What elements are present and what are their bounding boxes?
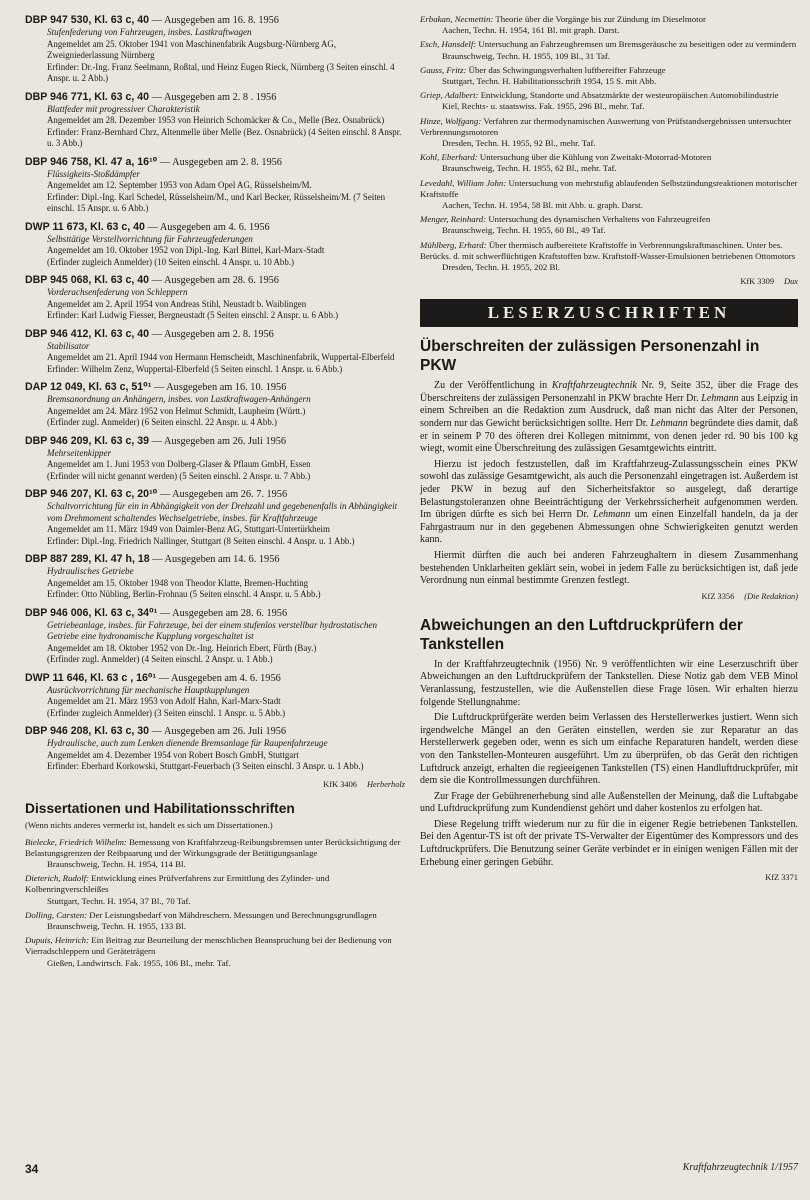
- diss-list-left: [25, 837, 405, 969]
- patent-line: Erfinder: Dipl.-Ing. Friedrich Nallinger, Stuttgart (8 Seiten einschl. 4 Anspr. u. 1 Abb.): [47, 535, 355, 546]
- diss-place: Kiel, Rechts- u. staatswiss. Fak. 1955, 296 Bl., mehr. Taf.: [442, 101, 645, 112]
- diss-place: Braunschweig, Techn. H. 1955, 133 Bl.: [47, 920, 186, 931]
- text-run-italic: Kraftfahrzeugtechnik: [551, 380, 637, 392]
- article2-paragraph-3: Zur Frage der Gebührenerhebung sind alle Außenstellen der Meinung, daß die Luftabgabe und Luftdruckprüfung zum Kundendienst gehört und daher kostenlos zu erfolgen hat.: [420, 790, 798, 815]
- diss-title: Untersuchung von mehrstufig ablaufenden Selbstzündungsreaktionen motorischer Kraftstoffe: [420, 177, 798, 199]
- patent-entry: [25, 672, 405, 720]
- diss-title: Bemessung von Kraftfahrzeug-Reibungsbremsen unter Berücksichtigung der Belastungsgrenzen der Reibpaarung und der Wirkungsgrade der Betätigungsanlage: [25, 836, 401, 858]
- patent-list: [25, 14, 405, 773]
- patent-line: Angemeldet am 2. April 1954 von Andreas Stihl, Neustadt b. Waiblingen: [47, 298, 307, 309]
- patent-id: DBP 947 530, Kl. 63 c, 40: [25, 14, 150, 26]
- diss-title: Der Leistungsbedarf von Mähdreschern. Messungen und Berechnungsgrundlagen: [89, 909, 377, 920]
- article2-signature: [420, 872, 798, 883]
- patent-line: Angemeldet am 12. September 1953 von Adam Opel AG, Rüsselsheim/M.: [47, 180, 312, 190]
- diss-place: Braunschweig, Techn. H. 1955, 109 Bl., 31 Taf.: [442, 50, 611, 61]
- patent-id: DWP 11 673, Kl. 63 c, 40: [25, 220, 145, 233]
- text-run: Nr. 9, Seite 352, über die Frage des Überschreitens der zulässigen Personenzahl in PKW brachte Herr Dr.: [420, 380, 798, 404]
- patent-issued: — Ausgegeben am 4. 6. 1956: [147, 221, 270, 233]
- patent-line: (Erfinder zugleich Anmelder) (3 Seiten einschl. 1 Anspr. u. 5 Abb.): [47, 707, 286, 718]
- diss-author: Bielecke, Friedrich Wilhelm:: [25, 836, 127, 847]
- diss-author: Dupuis, Heinrich:: [25, 935, 90, 946]
- dissertation-item: [420, 178, 798, 212]
- patent-issued: — Ausgegeben am 26. Juli 1956: [151, 726, 287, 737]
- patent-line: Erfinder: Karl Ludwig Fiesser, Bergneustadt (5 Seiten einschl. 2 Anspr. u. 6 Abb.): [47, 310, 339, 320]
- patent-title: Hydraulisches Getriebe: [47, 566, 134, 576]
- diss-author: Hinze, Wolfgang:: [420, 115, 482, 126]
- article1-paragraph-3: Hiermit dürften die auch bei anderen Fahrzeughaltern in diesem Zusammenhang bestehenden Unklarheiten geklärt sein, wobei in jedem Falle zu berücksichtigen ist, daß jede Verordnung nun einmal bestimmte Grenzen festlegt.: [420, 549, 798, 587]
- patent-header: [25, 607, 405, 620]
- patent-entry: [25, 14, 405, 85]
- patent-issued: — Ausgegeben am 26. Juli 1956: [151, 435, 287, 447]
- diss-author: Dolling, Carsten:: [25, 909, 88, 920]
- dissertation-item: [420, 152, 798, 174]
- article2-paragraph-1: In der Kraftfahrzeugtechnik (1956) Nr. 9 veröffentlichten wir eine Leserzuschrift über Abweichungen an den Luftdruckprüfern der Tankstellen. Diese Notiz gab dem VEB Minol Veranlassung, festzustellen, wie die Außenstellen diese Frage lösen. Wir erhalten hierzu folgende Stellungnahme:: [420, 658, 798, 708]
- patent-title: Flüssigkeits-Stoßdämpfer: [47, 168, 140, 179]
- section-banner: LESERZUSCHRIFTEN: [420, 299, 798, 327]
- diss-title: Über das Schwingungsverhalten luftbereifter Fahrzeuge: [468, 64, 666, 75]
- patent-header: [25, 274, 405, 287]
- diss-list-right: [420, 14, 798, 273]
- patent-line: (Erfinder zugl. Anmelder) (6 Seiten einschl. 22 Anspr. u. 4 Abb.): [47, 417, 277, 427]
- diss-signature: [420, 276, 798, 287]
- patent-entry: [25, 607, 405, 666]
- patent-id: DBP 887 289, Kl. 47 h, 18: [25, 553, 150, 565]
- article1-paragraph-1: [420, 380, 798, 456]
- patent-line: Angemeldet am 21. März 1953 von Adolf Hahn, Karl-Marx-Stadt: [47, 696, 281, 706]
- dissertation-item: [25, 935, 405, 969]
- patent-line: Angemeldet am 24. März 1952 von Helmut Schmidt, Laupheim (Württ.): [47, 405, 306, 416]
- patent-entry: [25, 381, 405, 429]
- diss-title: Untersuchung des dynamischen Verhaltens von Fahrzeugreifen: [488, 214, 711, 225]
- patent-entry: [25, 221, 405, 269]
- patent-header: [25, 221, 405, 234]
- patent-header: [25, 328, 405, 341]
- diss-place: Dresden, Techn. H. 1955, 202 Bl.: [442, 262, 560, 273]
- patent-line: Erfinder: Otto Nübling, Berlin-Frohnau (5 Seiten einschl. 4 Anspr. u. 5 Abb.): [47, 589, 321, 599]
- patent-header: [25, 553, 405, 566]
- patent-issued: — Ausgegeben am 16. 8. 1956: [151, 15, 279, 26]
- diss-title: Untersuchung über die Kühlung von Zweitakt-Motorrad-Motoren: [479, 152, 712, 163]
- patent-header: [25, 435, 405, 448]
- patent-line: Angemeldet am 1. Juni 1953 von Dolberg-Glaser & Pflaum GmbH, Essen: [47, 459, 311, 469]
- diss-author: Griep, Adalbert:: [420, 90, 479, 101]
- patent-title: Blattfeder mit progressiver Charakteristik: [47, 103, 200, 114]
- article2-paragraph-2: Die Luftdruckprüfgeräte werden beim Verlassen des Herstellerwerkes justiert. Wenn sich irgendwelche Mängel an den Geräten einstellen, werden sie zur Reparatur an das Herstellerwerk gegeben oder, wenn es sich um einfache Reparaturen handelt, werden diese von den Tankstellen-Monteuren ausgeführt. Um zu überprüfen, ob das Gerät den richtigen Luftdruck anzeigt, erhalten die regieeigenen Tankstellen (TS) einen Handluftdruckprüfer, mit dem sie die Kontrollmessungen durchführen.: [420, 712, 798, 787]
- patent-entry: [25, 156, 405, 215]
- dissertation-item: [420, 39, 798, 61]
- patent-sig-code: KfK 3406: [323, 779, 357, 789]
- patent-line: Erfinder: Dr.-Ing. Franz Seelmann, Roßtal, und Heinz Eugen Rieck, Nürnberg (3 Seiten einschl. 4 Anspr. u. 2 Abb.): [47, 61, 395, 83]
- dissertation-item: [420, 65, 798, 87]
- diss-title: Ein Beitrag zur Beurteilung der menschlichen Beanspruchung bei der Bedienung von Vierradschleppern und Geräteträgern: [25, 935, 392, 957]
- text-run: begründete dies damit, daß er in seinem P 70 des öfteren drei Kollegen mitnimmt, von denen jeder rd. 90 bis 100 kg wiegt, womit eine Überschreitung des zulässigen Gesamtgewichts eintritt.: [420, 418, 798, 455]
- diss-place: Braunschweig, Techn. H. 1955, 60 Bl., 49 Taf.: [442, 225, 606, 236]
- article1-title: Überschreiten der zulässigen Personenzahl in PKW: [420, 338, 760, 375]
- diss-author: Levedahl, William John:: [420, 177, 507, 188]
- diss-author: Gauss, Fritz:: [420, 64, 467, 75]
- article1-sig-code: KfZ 3356: [701, 591, 735, 601]
- patent-line: Erfinder: Eberhard Korkowski, Stuttgart-Feuerbach (3 Seiten einschl. 3 Anspr. u. 1 Abb.): [47, 761, 364, 771]
- diss-place: Stuttgart, Techn. H. 1954, 37 Bl., 70 Taf.: [47, 895, 191, 906]
- patent-line: Erfinder: Franz-Bernhard Chrz, Altenmelle über Melle (Bez. Osnabrück) (4 Seiten einschl. 8 Anspr. u. 3 Abb.): [47, 126, 402, 148]
- diss-title: Theorie über die Vorgänge bis zur Zündung im Dieselmotor: [495, 14, 706, 24]
- patent-issued: — Ausgegeben am 16. 10. 1956: [153, 382, 287, 393]
- text-run-italic: Lehmann: [701, 392, 739, 404]
- diss-title: Über thermisch aufbereitete Kraftstoffe in Verbrennungskraftmaschinen. Unter bes. Berücks. d. mit schwerflüchtigen Kraftstoffen bzw. Kraftstoff-Wasser-Emulsionen betriebenen Ottomotors: [420, 239, 796, 261]
- diss-author: Kohl, Eberhard:: [420, 152, 478, 163]
- patent-title: Vorderachsenfederung von Schleppern: [47, 287, 188, 297]
- patent-sig-author: Herberholz: [367, 779, 405, 789]
- article2-paragraph-4: Diese Regelung trifft wiederum nur zu für die in eigener Regie betriebenen Tankstellen. Bei den Agentur-TS ist oft der private TS-Verwalter der Eigentümer des Kompressors und des Luftdruckprüfers. Die Benutzung seiner Geräte verbindet er in einigen wenigen Fällen mit der Erhebung einer geringen Gebühr.: [420, 818, 798, 868]
- patent-title: Selbsttätige Verstellvorrichtung für Fahrzeugfederungen: [47, 233, 253, 244]
- diss-title: Untersuchung an Fahrzeugbremsen um Bremsgeräusche zu beseitigen oder zu vermindern: [478, 39, 797, 50]
- patent-title: Schaltvorrichtung für ein in Abhängigkeit von der Drehzahl und gegebenenfalls in Abhängigkeit vom Drehmoment schaltendes Wechselgetriebe, insbes. für Kraftfahrzeuge: [47, 501, 398, 523]
- patent-id: DBP 945 068, Kl. 63 c, 40: [25, 274, 150, 286]
- patent-entry: [25, 553, 405, 601]
- patent-header: [25, 672, 405, 685]
- patent-line: Angemeldet am 28. Dezember 1953 von Heinrich Schomäcker & Co., Melle (Bez. Osnabrück): [47, 115, 385, 125]
- text-run: Hierzu ist jedoch festzustellen, daß im Kraftfahrzeug-Zulassungsschein eines PKW sowohl das zulässige Gesamtgewicht, als auch die Personenzahl eingetragen ist. Außerdem ist jeder PKW in bezug auf den Sicherheitsfaktor so ausgelegt, daß derartige Belastungstoleranzen ohne Beeinträchtigung der Verkehrssicherheit aufgenommen werden. Im übrigen dürfte es sich bei Herrn Dr.: [420, 458, 798, 521]
- dissertation-item: [25, 873, 405, 907]
- patent-entry: [25, 488, 405, 547]
- right-column: [420, 14, 798, 883]
- diss-place: Gießen, Landwirtsch. Fak. 1955, 106 Bl., mehr. Taf.: [47, 957, 231, 968]
- patent-issued: — Ausgegeben am 14. 6. 1956: [152, 554, 280, 565]
- patent-id: DAP 12 049, Kl. 63 c, 51⁰¹: [25, 381, 152, 393]
- diss-place: Stuttgart, Techn. H. Habilitationsschrift 1954, 15 S. mit Abb.: [442, 76, 657, 87]
- diss-place: Dresden, Techn. H. 1955, 92 Bl., mehr. Taf.: [442, 138, 596, 149]
- patent-title: Bremsanordnung an Anhängern, insbes. von Lastkraftwagen-Anhängern: [47, 394, 311, 404]
- patent-id: DBP 946 208, Kl. 63 c, 30: [25, 725, 150, 737]
- patent-id: DWP 11 646, Kl. 63 c , 16⁰¹: [25, 671, 157, 684]
- patent-entry: [25, 328, 405, 376]
- patent-issued: — Ausgegeben am 28. 6. 1956: [151, 275, 279, 286]
- patent-header: [25, 14, 405, 27]
- patent-id: DBP 946 207, Kl. 63 c, 20¹⁰: [25, 488, 158, 500]
- dissertation-item: [420, 240, 798, 274]
- diss-author: Mühlberg, Erhard:: [420, 239, 487, 250]
- patent-id: DBP 946 412, Kl. 63 c, 40: [25, 327, 150, 340]
- article1-signature: [420, 591, 798, 602]
- journal-footer: Kraftfahrzeugtechnik 1/1957: [682, 1162, 798, 1173]
- patent-line: (Erfinder zugl. Anmelder) (4 Seiten einschl. 2 Anspr. u. 1 Abb.): [47, 654, 273, 664]
- text-run: um einen Einzelfall handeln, da ja der Fahrgastraum nur in den gegebenen Abmessungen ohne Schwierigkeiten genutzt werden kann.: [420, 509, 798, 546]
- patent-issued: — Ausgegeben am 2. 8. 1956: [159, 156, 282, 168]
- text-run: aus Leipzig in einem Schreiben an die Redaktion zum Ausdruck, daß man nicht das Alter der Personen, sondern nur das Gewicht berücksichtigen sollte. Herr Dr.: [420, 392, 798, 430]
- article1-sig-author: (Die Redaktion): [744, 591, 798, 601]
- patent-title: Stabilisator: [47, 340, 90, 351]
- patent-entry: [25, 435, 405, 483]
- patent-line: Angemeldet am 18. Oktober 1952 von Dr.-Ing. Heinrich Ebert, Fürth (Bay.): [47, 642, 317, 653]
- diss-section-title: Dissertationen und Habilitationsschriften: [25, 800, 295, 816]
- patent-title: Stufenfederung von Fahrzeugen, insbes. Lastkraftwagen: [47, 27, 252, 37]
- diss-title: Entwicklung, Standorte und Absatzmärkte der westeuropäischen Automobilindustrie: [480, 90, 779, 101]
- diss-author: Erbakan, Necmettin:: [420, 14, 494, 24]
- patent-title: Ausrückvorrichtung für mechanische Hauptkupplungen: [47, 684, 250, 695]
- patent-header: [25, 381, 405, 394]
- patent-line: Erfinder: Wilhelm Zenz, Wuppertal-Elberfeld (5 Seiten einschl. 1 Anspr. u. 6 Abb.): [47, 363, 343, 374]
- patent-line: Angemeldet am 21. April 1944 von Hermann Hemscheidt, Maschinenfabrik, Wuppertal-Elberfeld: [47, 352, 395, 362]
- diss-sig-author: Dux: [784, 277, 798, 287]
- dissertation-item: [420, 116, 798, 150]
- diss-title: Verfahren zur thermodynamischen Auswertung von Prüfstandsergebnissen untersuchter Verbrennungsmotoren: [420, 115, 792, 137]
- diss-sig-code: KfK 3309: [740, 277, 775, 287]
- diss-title: Entwicklung eines Prüfverfahrens zur Ermittlung des Zylinder- und Kolbenringverschleißes: [25, 873, 330, 895]
- diss-section-note: (Wenn nichts anderes vermerkt ist, handelt es sich um Dissertationen.): [25, 819, 273, 830]
- text-run-italic: Lehmann: [593, 509, 631, 521]
- patent-header: [25, 488, 405, 501]
- patent-issued: — Ausgegeben am 26. 7. 1956: [159, 489, 288, 500]
- diss-place: Aachen, Techn. H. 1954, 161 Bl. mit graph. Darst.: [442, 25, 620, 36]
- patent-id: DBP 946 209, Kl. 63 c, 39: [25, 434, 150, 447]
- patent-line: Erfinder: Dipl.-Ing. Karl Schedel, Rüsselsheim/M., und Karl Becker, Rüsselsheim/M. (7 Seiten einschl. 15 Anspr. u. 6 Abb.): [47, 191, 386, 213]
- patent-line: Angemeldet am 25. Oktober 1941 von Maschinenfabrik Augsburg-Nürnberg AG, Zweigniederlassung Nürnberg: [47, 38, 337, 60]
- patent-issued: — Ausgegeben am 2. 8 . 1956: [151, 91, 277, 103]
- patent-signature: [25, 779, 405, 790]
- text-run: Zu der Veröffentlichung in: [434, 380, 552, 392]
- patent-line: Angemeldet am 15. Oktober 1948 von Theodor Klatte, Bremen-Huchting: [47, 577, 309, 588]
- patent-title: Mehrseitenkipper: [47, 447, 112, 458]
- diss-author: Dieterich, Rudolf:: [25, 873, 90, 884]
- patent-id: DBP 946 771, Kl. 63 c, 40: [25, 90, 150, 103]
- patent-title: Getriebeanlage, insbes. für Fahrzeuge, bei der einem stufenlos verstellbar hydrostatischen Getriebe eine hydronamische Kupplung vorgeschaltet ist: [47, 619, 378, 641]
- page-number: 34: [25, 1162, 39, 1176]
- patent-header: [25, 725, 405, 738]
- left-column: [25, 14, 405, 972]
- diss-place: Aachen, Techn. H. 1954, 58 Bl. mit Abb. u. graph. Darst.: [442, 200, 643, 211]
- patent-entry: [25, 725, 405, 773]
- diss-author: Menger, Reinhard:: [420, 214, 487, 225]
- patent-line: Angemeldet am 11. März 1949 von Daimler-Benz AG, Stuttgart-Untertürkheim: [47, 524, 330, 534]
- patent-line: (Erfinder will nicht genannt werden) (5 Seiten einschl. 2 Anspr. u. 7 Abb.): [47, 470, 311, 481]
- patent-line: (Erfinder zugleich Anmelder) (10 Seiten einschl. 4 Anspr. u. 10 Abb.): [47, 256, 294, 267]
- patent-title: Hydraulische, auch zum Lenken dienende Bremsanlage für Raupenfahrzeuge: [47, 738, 328, 748]
- patent-issued: — Ausgegeben am 4. 6. 1956: [158, 672, 281, 684]
- article2-sig-code: KfZ 3371: [765, 873, 798, 883]
- patent-header: [25, 91, 405, 104]
- article1-paragraph-2: [420, 459, 798, 547]
- patent-issued: — Ausgegeben am 2. 8. 1956: [151, 328, 274, 340]
- patent-entry: [25, 274, 405, 322]
- patent-header: [25, 156, 405, 169]
- dissertation-item: [420, 90, 798, 112]
- patent-id: DBP 946 758, Kl. 47 a, 16¹⁰: [25, 155, 158, 168]
- article2-title: Abweichungen an den Luftdruckprüfern der Tankstellen: [420, 616, 743, 653]
- diss-place: Braunschweig, Techn. H. 1954, 114 Bl.: [47, 858, 186, 869]
- patent-line: Angemeldet am 10. Oktober 1952 von Dipl.-Ing. Karl Bittel, Karl-Marx-Stadt: [47, 245, 325, 255]
- patent-id: DBP 946 006, Kl. 63 c, 34⁰¹: [25, 606, 158, 619]
- diss-place: Braunschweig, Techn. H. 1955, 62 Bl., mehr. Taf.: [442, 163, 617, 174]
- text-run-italic: Lehmann: [650, 418, 688, 430]
- dissertation-item: [420, 14, 798, 36]
- patent-line: Angemeldet am 4. Dezember 1954 von Robert Bosch GmbH, Stuttgart: [47, 749, 299, 760]
- dissertation-item: [420, 214, 798, 236]
- patent-entry: [25, 91, 405, 150]
- dissertation-item: [25, 910, 405, 932]
- patent-issued: — Ausgegeben am 28. 6. 1956: [159, 607, 288, 619]
- dissertation-item: [25, 837, 405, 871]
- diss-author: Esch, Hansdelf:: [420, 39, 477, 50]
